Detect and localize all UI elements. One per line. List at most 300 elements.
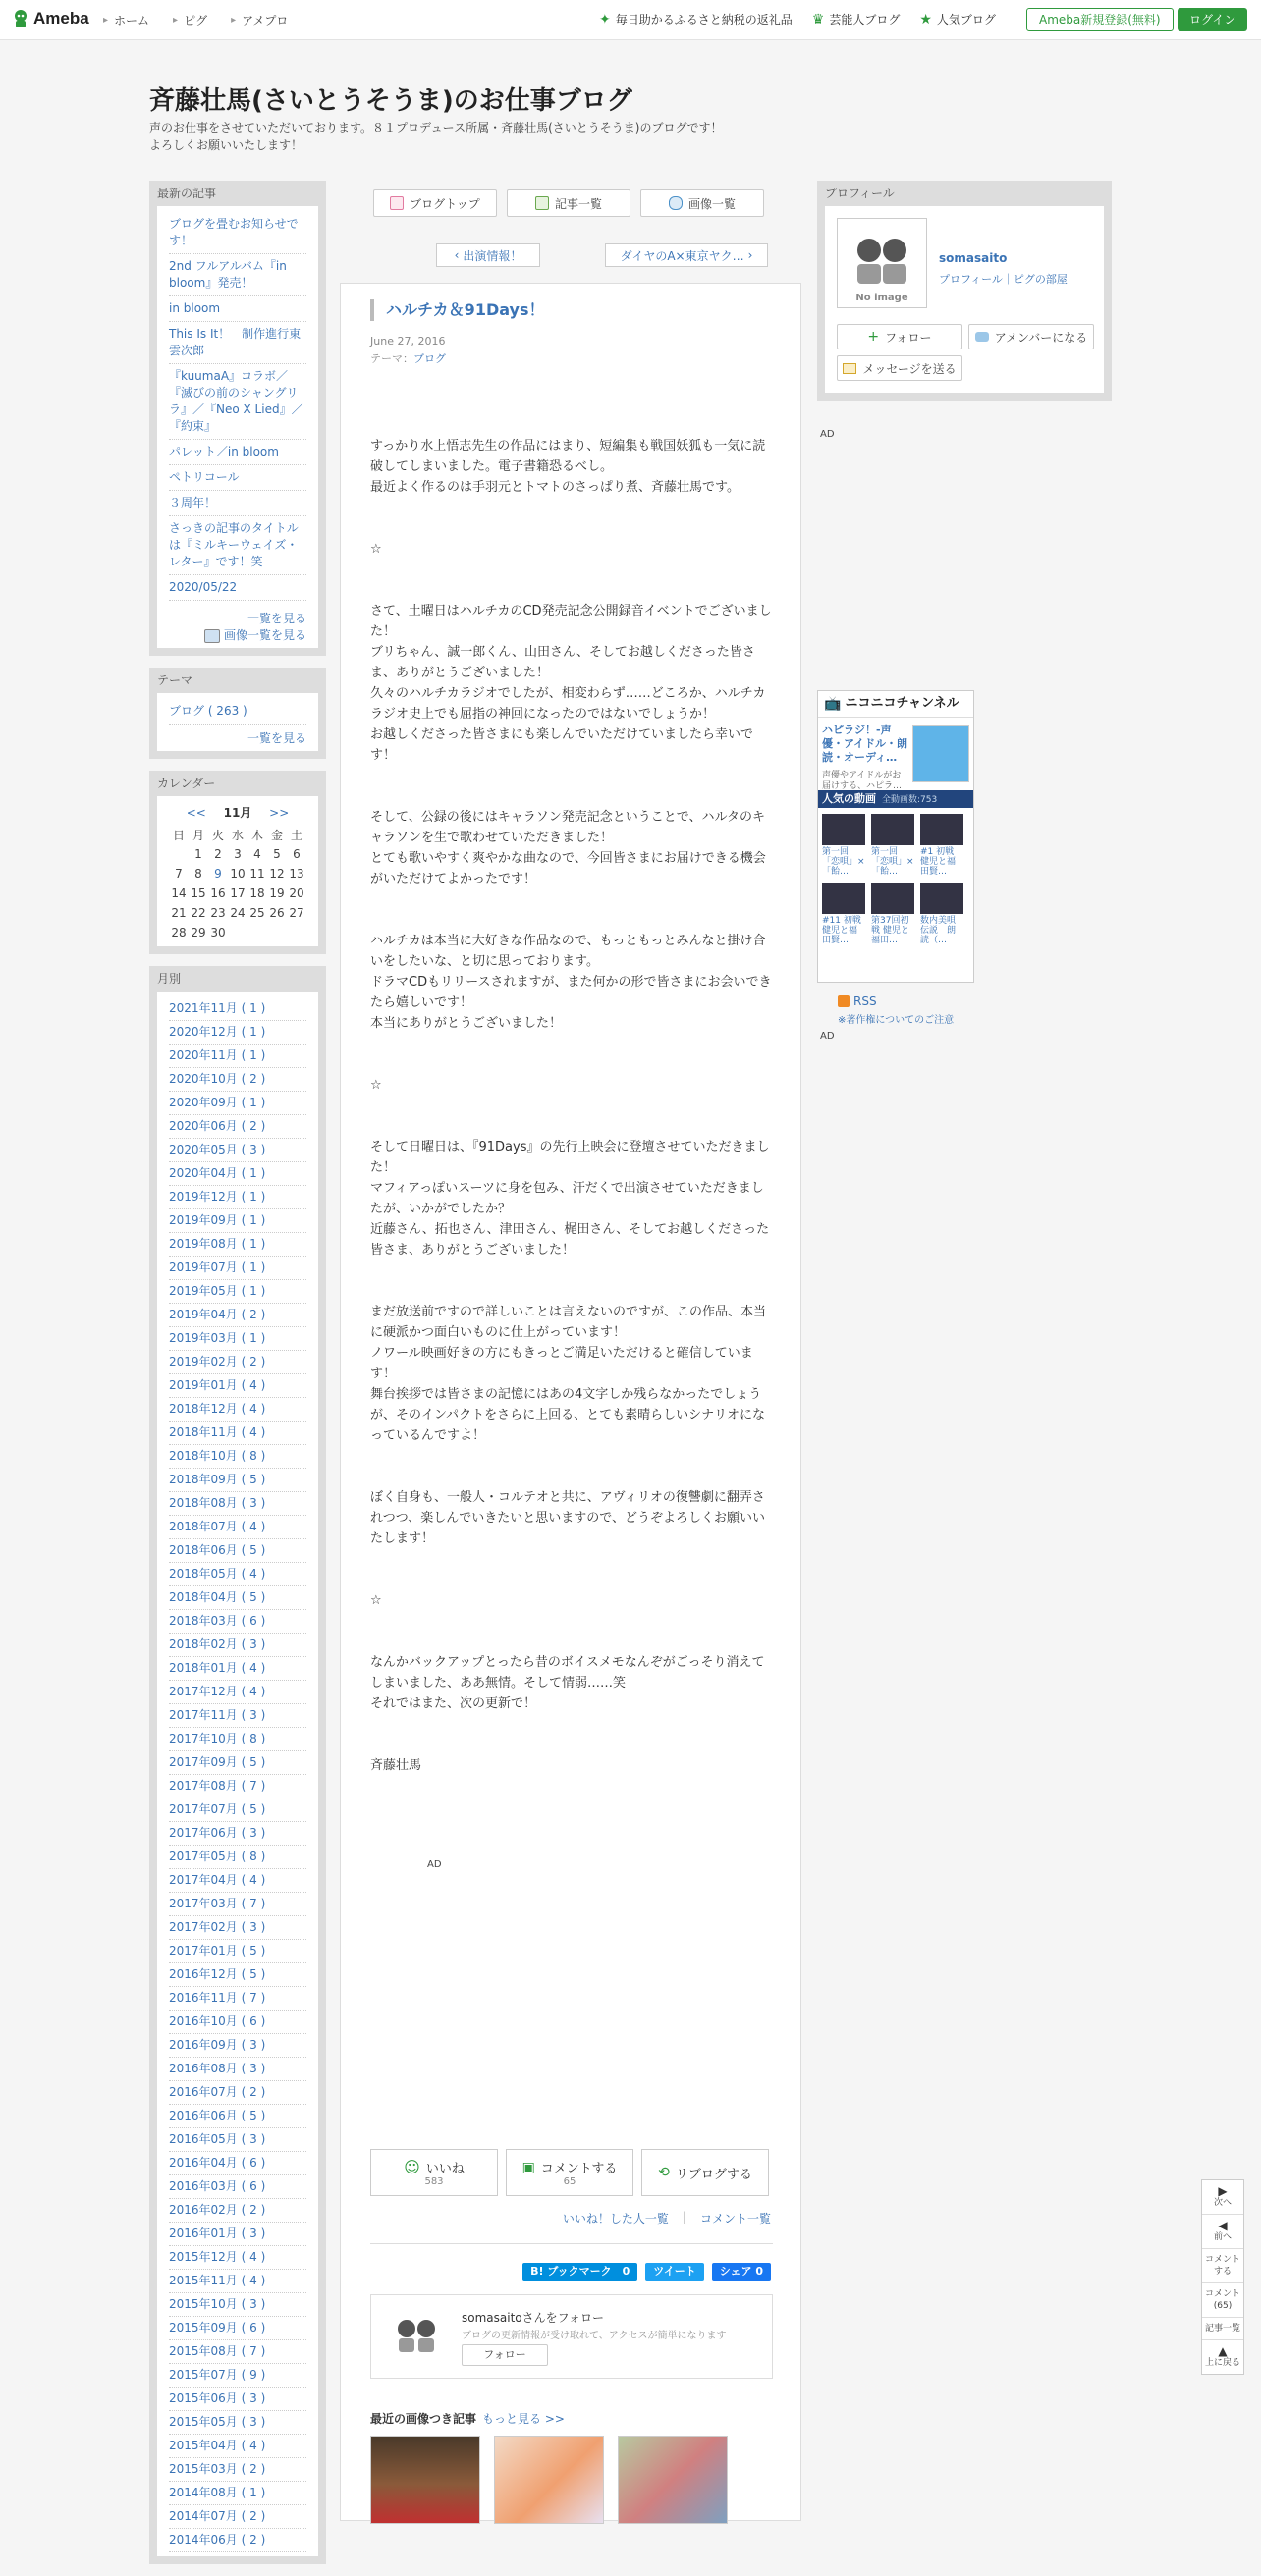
recent-images-title: 最近の画像つき記事 — [370, 2412, 477, 2426]
comment-label: コメントする — [540, 2162, 618, 2176]
video-thumbnail — [920, 883, 963, 914]
calendar-day: 18 — [249, 886, 265, 900]
recent-entries-box — [149, 181, 326, 656]
niconico-logo-text: ニコニコチャンネル — [845, 696, 959, 711]
recent-entry[interactable]: ブログを畳むお知らせです！ — [169, 212, 306, 254]
calendar-week-row — [169, 864, 306, 884]
month-archive-item[interactable]: 2015年11月 ( 4 ) — [169, 2270, 306, 2293]
top-navigation-bar — [0, 0, 1261, 40]
reblog-icon: ⟲ — [658, 2165, 670, 2180]
tab-blog-top-label: ブログトップ — [410, 196, 480, 211]
month-archive-item[interactable]: 2017年08月 ( 7 ) — [169, 1775, 306, 1798]
month-archive-item[interactable]: 2018年01月 ( 4 ) — [169, 1657, 306, 1681]
month-archive-item[interactable]: 2015年12月 ( 4 ) — [169, 2246, 306, 2270]
article-theme-link[interactable]: ブログ — [413, 352, 446, 365]
theme-box — [149, 668, 326, 759]
month-archive-item[interactable]: 2016年04月 ( 6 ) — [169, 2152, 306, 2175]
month-archive-item[interactable]: 2019年01月 ( 4 ) — [169, 1374, 306, 1398]
amember-button[interactable] — [968, 324, 1094, 349]
profile-body — [825, 206, 1104, 393]
calendar-weekday: 火 — [211, 828, 224, 842]
month-archive-item[interactable]: 2019年08月 ( 1 ) — [169, 1233, 306, 1257]
theme-more-link[interactable]: 一覧を見る — [247, 731, 306, 745]
month-archive-item[interactable]: 2018年04月 ( 5 ) — [169, 1586, 306, 1610]
tab-image-list[interactable] — [640, 189, 764, 217]
calendar-day: 13 — [289, 867, 304, 881]
recent-entry[interactable]: ペトリコール — [169, 465, 306, 491]
amember-label: アメンバーになる — [994, 330, 1088, 345]
calendar-day: 22 — [191, 906, 206, 920]
float-back-to-top-button[interactable] — [1202, 2340, 1243, 2374]
article-paragraph: さて、土曜日はハルチカのCD発売記念公開録音イベントでございました！ ブリちゃん、誠一郎くん、山田さん、そしてお越しくださった皆さま、ありがとうございました！ 久々のハルチカラジオでしたが、相変わらず……どころか、ハルチカラジオ史上でも屈指の神回になったのではないでしょうか！ お越しくださった皆さまにも楽しんでいただけていましたら幸いです！ — [370, 604, 772, 763]
article-paragraph: ハルチカは本当に大好きな作品なので、もっともっとみんなと掛け合いをしたいな、と切に思っております。 ドラマCDもリリースされますが、また何かの形で皆さまにお会いできたら嬉しいです！ 本当にありがとうございました！ — [370, 934, 772, 1031]
calendar-day — [247, 923, 267, 942]
month-archive-item[interactable]: 2020年06月 ( 2 ) — [169, 1115, 306, 1139]
month-archive-item[interactable]: 2016年07月 ( 2 ) — [169, 2081, 306, 2105]
calendar-weekday: 土 — [290, 828, 302, 842]
like-count: 583 — [424, 2176, 444, 2187]
calendar-day: 24 — [230, 906, 246, 920]
chevron-right-icon: › — [747, 248, 753, 262]
send-message-button[interactable] — [837, 355, 962, 381]
comment-count: 65 — [563, 2176, 576, 2187]
recent-entry[interactable]: 『kuumaA』コラボ／『滅びの前のシャングリラ』／『Neo X Lied』／『約束』 — [169, 364, 306, 440]
furusato-link[interactable] — [599, 11, 793, 27]
month-archive-item[interactable]: 2018年05月 ( 4 ) — [169, 1563, 306, 1586]
month-archive-item[interactable]: 2018年07月 ( 4 ) — [169, 1516, 306, 1539]
month-archive-item[interactable]: 2019年04月 ( 2 ) — [169, 1304, 306, 1327]
article-theme-label: テーマ： — [370, 352, 413, 365]
month-archive-item[interactable]: 2016年03月 ( 6 ) — [169, 2175, 306, 2199]
calendar-day — [169, 844, 189, 864]
facebook-share-button[interactable]: シェア 0 — [712, 2263, 771, 2281]
entry-list-icon — [535, 196, 549, 210]
month-archive-item[interactable]: 2017年01月 ( 5 ) — [169, 1940, 306, 1963]
calendar-day: 3 — [234, 847, 242, 861]
month-archive-item[interactable]: 2018年12月 ( 4 ) — [169, 1398, 306, 1422]
recent-entry[interactable]: ３周年！ — [169, 491, 306, 516]
sidebar-ad-label: AD — [820, 429, 835, 440]
calendar-heading: カレンダー — [149, 771, 326, 796]
follow-description: ブログの更新情報が受け取れて、アクセスが簡単になります — [462, 2331, 727, 2341]
recent-entry[interactable]: 2020/05/22 — [169, 575, 306, 601]
popular-blog-link[interactable] — [919, 11, 996, 27]
profile-avatar[interactable] — [837, 218, 927, 308]
month-archive-item[interactable]: 2015年04月 ( 4 ) — [169, 2435, 306, 2458]
nav-pigg[interactable] — [173, 12, 207, 28]
month-archive-item[interactable]: 2017年04月 ( 4 ) — [169, 1869, 306, 1893]
send-message-label: メッセージを送る — [862, 361, 957, 376]
calendar-day[interactable]: 9 — [214, 867, 222, 881]
reblog-label: リブログする — [675, 2167, 752, 2182]
calendar-day: 10 — [230, 867, 246, 881]
rss-link[interactable] — [838, 994, 877, 1008]
reblog-button[interactable] — [641, 2149, 769, 2196]
recent-more-link[interactable]: 一覧を見る — [247, 612, 306, 625]
blog-tabs — [373, 189, 764, 217]
calendar-weekday: 月 — [192, 828, 204, 842]
tab-blog-top[interactable] — [373, 189, 497, 217]
video-title: #1 初戦 健児と福田賢… — [920, 847, 957, 877]
month-archive-item[interactable]: 2020年12月 ( 1 ) — [169, 1021, 306, 1045]
niconico-video[interactable] — [920, 883, 963, 945]
month-archive-item[interactable]: 2020年05月 ( 3 ) — [169, 1139, 306, 1162]
month-archive-item[interactable]: 2016年12月 ( 5 ) — [169, 1963, 306, 1987]
video-thumbnail — [822, 814, 865, 845]
theme-item-blog[interactable]: ブログ ( 263 ) — [169, 699, 306, 724]
like-label: いいね — [425, 2162, 465, 2176]
thumbnail-image[interactable] — [494, 2436, 604, 2524]
niconico-featured[interactable] — [818, 718, 973, 791]
article-ad-label: AD — [427, 1859, 442, 1870]
article-paragraph: そして日曜日は、『91Days』の先行上映会に登壇させていただきました！ マフィアっぽいスーツに身を包み、汗だくで出演させていただきましたが、いかがでしたか？ 近藤さん、拓也さん、津田さん、梶田さん、そしてお越しくださった皆さま、ありがとうございました！ — [370, 1140, 770, 1258]
calendar-day: 25 — [249, 906, 265, 920]
calendar-day: 6 — [293, 847, 301, 861]
hatena-bookmark-button[interactable]: B! ブックマーク 0 — [522, 2263, 637, 2281]
niconico-popular-bar — [818, 790, 973, 808]
month-archive-item[interactable]: 2018年03月 ( 6 ) — [169, 1610, 306, 1634]
calendar-box — [149, 771, 326, 954]
month-archive-item[interactable]: 2020年10月 ( 2 ) — [169, 1068, 306, 1092]
calendar-body — [157, 796, 318, 946]
niconico-featured-desc: 声優やアイドルがお届けする、ハピラ… — [822, 771, 903, 791]
float-entry-list-button[interactable]: 記事一覧 — [1202, 2318, 1243, 2340]
calendar-day: 20 — [289, 886, 304, 900]
month-archive-item[interactable]: 2019年03月 ( 1 ) — [169, 1327, 306, 1351]
blog-title[interactable]: 斉藤壮馬(さいとうそうま)のお仕事ブログ — [149, 86, 632, 116]
month-archive-item[interactable]: 2016年05月 ( 3 ) — [169, 2128, 306, 2152]
month-archive-item[interactable]: 2015年09月 ( 6 ) — [169, 2317, 306, 2340]
month-archive-item[interactable]: 2015年03月 ( 2 ) — [169, 2458, 306, 2482]
video-thumbnail — [871, 883, 914, 914]
play-left-icon: ◀ — [1218, 2219, 1228, 2232]
niconico-video-grid — [818, 808, 973, 951]
top-links — [599, 11, 996, 27]
month-archive-item[interactable]: 2015年06月 ( 3 ) — [169, 2388, 306, 2411]
calendar-prev-month[interactable]: << — [186, 806, 206, 820]
article-signature: 斉藤壮馬 — [370, 1758, 422, 1773]
month-archive-item[interactable]: 2015年10月 ( 3 ) — [169, 2293, 306, 2317]
calendar-day: 2 — [214, 847, 222, 861]
celebrity-blog-link[interactable] — [812, 11, 901, 27]
like-button[interactable] — [370, 2149, 498, 2196]
article-body — [370, 436, 775, 1776]
link-separator: | — [682, 2210, 686, 2224]
month-archive-item[interactable]: 2015年05月 ( 3 ) — [169, 2411, 306, 2435]
calendar-day — [228, 923, 247, 942]
niconico-video-count: 全動画数:753 — [882, 795, 938, 805]
calendar-week-row — [169, 844, 306, 864]
calendar-day — [267, 923, 287, 942]
nav-amepro-label: アメプロ — [242, 14, 289, 27]
login-button[interactable]: ログイン — [1178, 8, 1247, 31]
month-archive-item[interactable]: 2020年04月 ( 1 ) — [169, 1162, 306, 1186]
niconico-video[interactable] — [871, 883, 914, 945]
calendar-nav — [169, 804, 306, 821]
month-archive-item[interactable]: 2018年11月 ( 4 ) — [169, 1422, 306, 1445]
month-archive-item[interactable]: 2014年07月 ( 2 ) — [169, 2505, 306, 2529]
previous-entry-label: 出演情報！ — [463, 248, 522, 263]
calendar-day — [287, 923, 306, 942]
article — [340, 283, 801, 2521]
sidebar-ad-label: AD — [820, 1031, 835, 1042]
article-paragraph: ☆ — [370, 542, 382, 557]
month-archive-item[interactable]: 2016年09月 ( 3 ) — [169, 2034, 306, 2058]
calendar-day: 1 — [194, 847, 202, 861]
calendar-day: 15 — [191, 886, 206, 900]
month-archive-item[interactable]: 2015年07月 ( 9 ) — [169, 2364, 306, 2388]
month-archive-item[interactable]: 2019年07月 ( 1 ) — [169, 1257, 306, 1280]
tab-entry-list-label: 記事一覧 — [554, 196, 602, 211]
calendar-day: 30 — [210, 926, 226, 939]
profile-follow-button[interactable] — [837, 324, 962, 349]
calendar-day: 23 — [210, 906, 226, 920]
theme-heading: テーマ — [149, 668, 326, 693]
no-image-caption: No image — [855, 293, 908, 303]
article-paragraph: ☆ — [370, 1593, 382, 1608]
video-thumbnail — [822, 883, 865, 914]
month-archive-item[interactable]: 2018年10月 ( 8 ) — [169, 1445, 306, 1469]
month-archive-item[interactable]: 2017年09月 ( 5 ) — [169, 1751, 306, 1775]
arrow-up-icon: ▲ — [1218, 2344, 1228, 2358]
top-nav — [103, 12, 288, 28]
month-archive-item[interactable]: 2017年03月 ( 7 ) — [169, 1893, 306, 1916]
nav-home[interactable] — [103, 12, 149, 28]
calendar-weekday: 日 — [172, 828, 185, 842]
recent-image-thumbnails — [370, 2436, 728, 2524]
furusato-label: 毎日助かるふるさと納税の返礼品 — [615, 13, 793, 27]
sparkle-icon: ✦ — [599, 11, 611, 27]
tab-entry-list[interactable] — [507, 189, 630, 217]
niconico-video[interactable] — [871, 814, 914, 877]
right-sidebar — [817, 181, 1112, 412]
month-archive-item[interactable]: 2017年02月 ( 3 ) — [169, 1916, 306, 1940]
month-archive-item[interactable]: 2019年02月 ( 2 ) — [169, 1351, 306, 1374]
rss-icon — [838, 995, 850, 1007]
no-image-avatar-icon — [387, 2307, 446, 2366]
blog-top-icon — [390, 196, 404, 210]
month-archive-item[interactable]: 2017年10月 ( 8 ) — [169, 1728, 306, 1751]
smile-icon: ☺ — [404, 2158, 420, 2176]
celebrity-blog-label: 芸能人ブログ — [829, 13, 901, 27]
ameba-logo-text: Ameba — [33, 9, 89, 27]
chevron-right-icon: ▸ — [231, 15, 237, 26]
calendar-day: 14 — [171, 886, 187, 900]
calendar-weekday-row — [169, 825, 306, 844]
float-back-to-top-label: 上に戻る — [1204, 2358, 1240, 2368]
month-archive-item[interactable]: 2021年11月 ( 1 ) — [169, 997, 306, 1021]
calendar-day: 11 — [249, 867, 265, 881]
calendar-day: 17 — [230, 886, 246, 900]
profile-name[interactable]: somasaito — [939, 251, 1008, 265]
nav-pigg-label: ピグ — [184, 14, 208, 27]
profile-links[interactable]: プロフィール｜ピグの部屋 — [939, 273, 1068, 286]
month-archive-item[interactable]: 2016年10月 ( 6 ) — [169, 2011, 306, 2034]
thumbnail-image[interactable] — [370, 2436, 480, 2524]
article-paragraph: まだ放送前ですので詳しいことは言えないのですが、この作品、本当に硬派かつ面白いものに仕上がっています！ ノワール映画好きの方にもきっとご満足いただけると確信しています！ 舞台挨拶では皆さまの記憶にはあの4文字しか残らなかったでしょうが、そのインパクトをさらに上回る、とても素晴らしいシナリオになっているんですよ！ — [370, 1305, 767, 1443]
niconico-tv-icon: 📺 — [824, 696, 842, 712]
chevron-right-icon: ▸ — [173, 15, 179, 26]
thumbnail-image[interactable] — [618, 2436, 728, 2524]
month-archive-item[interactable]: 2017年11月 ( 3 ) — [169, 1704, 306, 1728]
comment-list-link[interactable]: コメント一覧 — [699, 2212, 771, 2226]
tweet-button[interactable]: ツイート — [645, 2263, 703, 2281]
float-next-button[interactable] — [1202, 2180, 1243, 2215]
reaction-links — [563, 2210, 771, 2227]
liked-users-link[interactable]: いいね！した人一覧 — [562, 2212, 669, 2226]
article-title[interactable]: ハルチカ＆91Days！ — [370, 299, 545, 321]
monthly-archive-heading: 月別 — [149, 966, 326, 992]
float-next-label: 次へ — [1213, 2198, 1232, 2208]
calendar-day: 28 — [171, 926, 187, 939]
previous-entry-link[interactable] — [436, 243, 540, 267]
copyright-notice-link[interactable]: ※著作権についてのご注意 — [838, 1015, 955, 1026]
video-title: 第37回初戦 健児と福田… — [871, 916, 909, 945]
recent-entry[interactable]: This Is It！ 制作進行東雲次郎 — [169, 322, 306, 364]
image-list-link[interactable] — [169, 627, 306, 644]
month-archive-item[interactable]: 2018年06月 ( 5 ) — [169, 1539, 306, 1563]
calendar-grid — [169, 825, 306, 942]
recent-entry[interactable]: パレット／in bloom — [169, 440, 306, 465]
play-right-icon: ▶ — [1218, 2184, 1228, 2198]
crown-icon: ♛ — [811, 11, 825, 27]
divider — [370, 2243, 773, 2244]
follow-box — [370, 2294, 773, 2379]
reaction-buttons — [370, 2149, 769, 2196]
float-prev-button[interactable] — [1202, 2215, 1243, 2249]
month-archive-item[interactable]: 2014年08月 ( 1 ) — [169, 2482, 306, 2505]
month-archive-item[interactable]: 2017年12月 ( 4 ) — [169, 1681, 306, 1704]
amember-icon — [975, 332, 989, 342]
video-title: 第一回「恋唄」×「飴… — [871, 847, 914, 877]
star-icon: ★ — [919, 11, 932, 27]
niconico-channel-widget — [817, 690, 974, 983]
month-archive-item[interactable]: 2019年05月 ( 1 ) — [169, 1280, 306, 1304]
calendar-day: 5 — [273, 847, 281, 861]
chevron-right-icon: ▸ — [103, 15, 109, 26]
month-archive-item[interactable]: 2018年08月 ( 3 ) — [169, 1492, 306, 1516]
float-prev-label: 前へ — [1213, 2232, 1232, 2242]
month-archive-item[interactable]: 2018年02月 ( 3 ) — [169, 1634, 306, 1657]
calendar-weekday: 金 — [270, 828, 283, 842]
profile-follow-label: フォロー — [885, 330, 932, 345]
month-archive-item[interactable]: 2017年06月 ( 3 ) — [169, 1822, 306, 1846]
blog-description — [149, 119, 778, 154]
calendar-weekday: 水 — [231, 828, 244, 842]
next-entry-link[interactable] — [605, 243, 768, 267]
article-paragraph: ぼく自身も、一般人・コルテオと共に、アヴィリオの復讐劇に翻弄されつつ、楽しんでいきたいと思いますので、どうぞよろしくお願いいたします！ — [370, 1490, 765, 1546]
niconico-video[interactable] — [822, 883, 865, 945]
month-archive-item[interactable]: 2016年01月 ( 3 ) — [169, 2223, 306, 2246]
comment-icon: ▣ — [521, 2159, 535, 2175]
ameba-mascot-icon — [12, 9, 29, 28]
month-archive-item[interactable]: 2020年11月 ( 1 ) — [169, 1045, 306, 1068]
nav-home-label: ホーム — [114, 14, 150, 27]
recent-images-more-link[interactable]: もっと見る >> — [482, 2412, 565, 2426]
follow-button[interactable]: フォロー — [462, 2344, 548, 2366]
month-archive-item[interactable]: 2018年09月 ( 5 ) — [169, 1469, 306, 1492]
float-comment-button[interactable]: コメントする — [1202, 2249, 1243, 2283]
image-list-label: 画像一覧を見る — [223, 628, 306, 642]
popular-blog-label: 人気ブログ — [936, 13, 996, 27]
calendar-day: 26 — [269, 906, 285, 920]
camera-icon — [669, 196, 683, 210]
calendar-next-month[interactable]: >> — [269, 806, 290, 820]
calendar-day: 4 — [253, 847, 261, 861]
follow-title: somasaitoさんをフォロー — [462, 2311, 605, 2325]
video-thumbnail — [920, 814, 963, 845]
monthly-archive-box — [149, 966, 326, 2564]
month-archive-item[interactable]: 2014年06月 ( 2 ) — [169, 2529, 306, 2552]
video-title: 数内美唄伝説 朗読（… — [920, 916, 957, 945]
calendar-day: 27 — [289, 906, 304, 920]
ameba-logo[interactable] — [12, 9, 89, 28]
article-paragraph: なんかバックアップとったら昔のボイスメモなんぞがごっそり消えてしまいました、ああ無情。そして情弱……笑 それではまた、次の更新で！ — [370, 1655, 765, 1711]
recent-entry[interactable]: 2nd フルアルバム『in bloom』発売！ — [169, 254, 306, 296]
niconico-video[interactable] — [822, 814, 865, 877]
article-paragraph: すっかり水上悟志先生の作品にはまり、短編集も戦国妖狐も一気に読破してしまいました。電子書籍恐るべし。 最近よく作るのは手羽元とトマトのさっぱり煮、斉藤壮馬です。 — [370, 439, 766, 495]
calendar-week-row — [169, 903, 306, 923]
comment-button[interactable] — [506, 2149, 633, 2196]
month-archive-item[interactable]: 2016年11月 ( 7 ) — [169, 1987, 306, 2011]
article-paragraph: そして、公録の後にはキャラソン発売記念ということで、ハルタのキャラソンを生で歌わせていただきました！ とても歌いやすく爽やかな曲なので、今回皆さまにお届けできる機会がいただけてよかったです！ — [370, 810, 766, 886]
chevron-left-icon: ‹ — [454, 248, 460, 262]
register-button[interactable]: Ameba新規登録(無料) — [1026, 8, 1174, 31]
calendar-weekday: 木 — [250, 828, 263, 842]
niconico-featured-title: ハピラジ！-声優・アイドル・朗読・オーディ… — [822, 724, 908, 764]
recent-entry[interactable]: in bloom — [169, 296, 306, 322]
calendar-day: 12 — [269, 867, 285, 881]
calendar-day: 8 — [194, 867, 202, 881]
recent-entry[interactable]: さっきの記事のタイトルは『ミルキーウェイズ・レター』です！笑 — [169, 516, 306, 575]
month-archive-item[interactable]: 2015年08月 ( 7 ) — [169, 2340, 306, 2364]
month-archive-item[interactable]: 2016年02月 ( 2 ) — [169, 2199, 306, 2223]
next-entry-label: ダイヤのA×東京ヤク… — [620, 248, 744, 263]
video-title: 第一回「恋唄」×「飴… — [822, 847, 865, 877]
calendar-day: 19 — [269, 886, 285, 900]
video-thumbnail — [871, 814, 914, 845]
recent-images-heading — [370, 2410, 565, 2427]
rss-label: RSS — [853, 994, 877, 1008]
left-sidebar — [149, 181, 326, 2576]
calendar-day: 16 — [210, 886, 226, 900]
article-paragraph: ☆ — [370, 1078, 382, 1093]
month-archive-item[interactable]: 2019年12月 ( 1 ) — [169, 1186, 306, 1209]
month-archive-item[interactable]: 2019年09月 ( 1 ) — [169, 1209, 306, 1233]
float-comment-count-button[interactable]: コメント(65) — [1202, 2283, 1243, 2318]
niconico-video[interactable] — [920, 814, 963, 877]
article-theme — [370, 350, 446, 366]
blog-desc-line-2: よろしくお願いいたします！ — [149, 138, 303, 152]
plus-icon: + — [867, 329, 880, 345]
tab-image-list-label: 画像一覧 — [687, 196, 736, 211]
month-archive-item[interactable]: 2016年08月 ( 3 ) — [169, 2058, 306, 2081]
niconico-popular-label: 人気の動画 — [822, 792, 876, 805]
month-archive-item[interactable]: 2016年06月 ( 5 ) — [169, 2105, 306, 2128]
nav-amepro[interactable] — [231, 12, 288, 28]
video-title: #11 初戦 健児と福田賢… — [822, 916, 861, 945]
calendar-week-row — [169, 923, 306, 942]
month-archive-item[interactable]: 2017年05月 ( 8 ) — [169, 1846, 306, 1869]
social-share-buttons — [522, 2263, 771, 2281]
calendar-day: 29 — [191, 926, 206, 939]
blog-desc-line-1: 声のお仕事をさせていただいております。８１プロデュース所属・斉藤壮馬(さいとうそうま)のブログです！ — [149, 121, 723, 134]
month-archive-item[interactable]: 2017年07月 ( 5 ) — [169, 1798, 306, 1822]
niconico-logo[interactable] — [818, 691, 973, 718]
profile-heading: プロフィール — [817, 181, 1112, 206]
month-archive-item[interactable]: 2020年09月 ( 1 ) — [169, 1092, 306, 1115]
calendar-day: 21 — [171, 906, 187, 920]
